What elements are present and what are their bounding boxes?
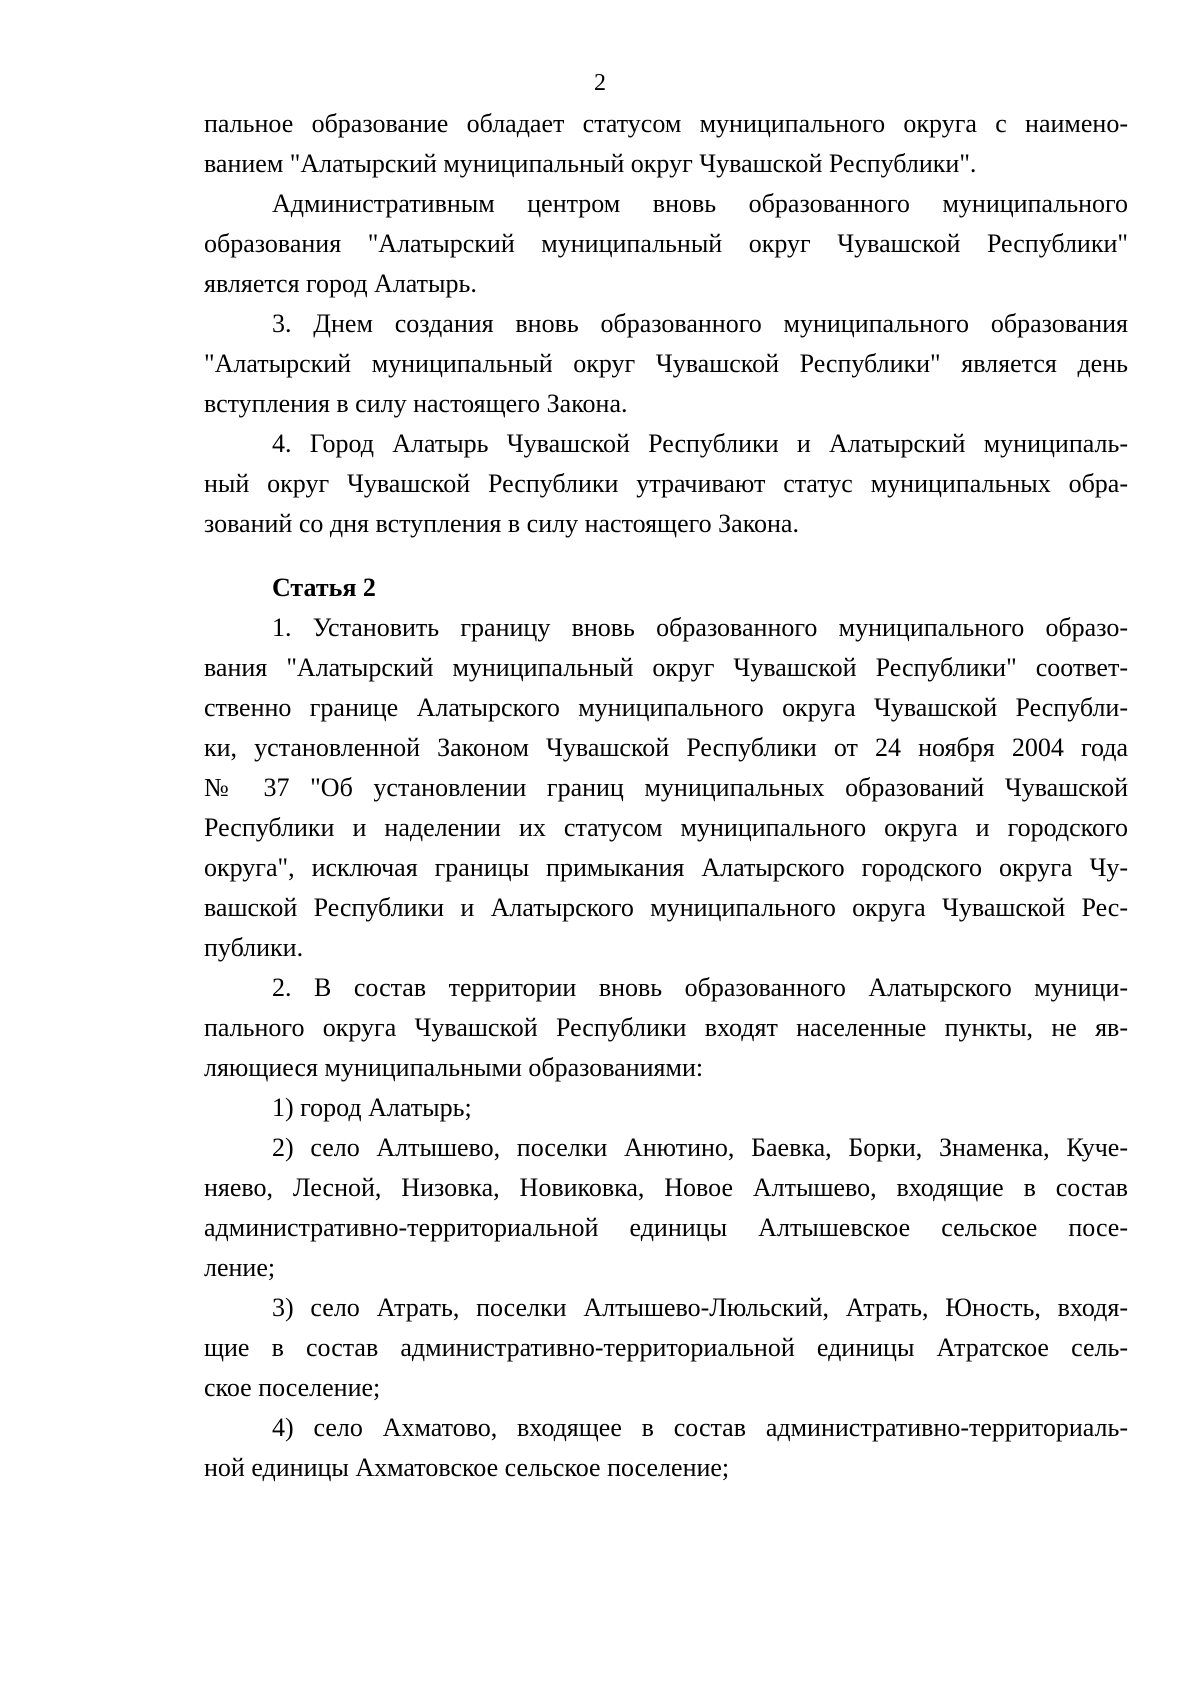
text-line: вступления в силу настоящего Закона. [204, 389, 628, 418]
text-line: вашской Республики и Алатырского муниципального округа Чувашской Рес- [204, 893, 1128, 922]
text-line: 2. В состав территории вновь образованного Алатырского муници- [272, 973, 1128, 1002]
text-line: ный округ Чувашской Республики утрачивают статус муниципальных обра- [204, 469, 1128, 498]
text-line: № 37 "Об установлении границ муниципальных образований Чувашской [204, 773, 1128, 802]
text-line: няево, Лесной, Низовка, Новиковка, Новое Алтышево, входящие в состав [204, 1173, 1128, 1202]
text-block-intro [204, 104, 1128, 544]
text-line: 1. Установить границу вновь образованного муниципального образо- [272, 613, 1128, 642]
text-line: ванием "Алатырский муниципальный округ Чувашской Республики". [204, 149, 977, 178]
text-line: округа", исключая границы примыкания Алатырского городского округа Чу- [204, 853, 1128, 882]
text-line: вания "Алатырский муниципальный округ Чувашской Республики" соответ- [204, 653, 1128, 682]
text-line: 3. Днем создания вновь образованного муниципального образования [272, 309, 1128, 338]
text-line: ки, установленной Законом Чувашской Республики от 24 ноября 2004 года [204, 733, 1128, 762]
page-number: 2 [594, 70, 606, 96]
text-line: 2) село Алтышево, поселки Анютино, Баевка, Борки, Знаменка, Куче- [272, 1133, 1128, 1162]
text-line: образования "Алатырский муниципальный округ Чувашской Республики" [204, 229, 1128, 258]
article-heading: Статья 2 [272, 573, 376, 602]
text-line: ляющиеся муниципальными образованиями: [204, 1053, 704, 1082]
text-line: является город Алатырь. [204, 269, 477, 298]
text-line: зований со дня вступления в силу настоящего Закона. [204, 509, 799, 538]
text-line: Административным центром вновь образованного муниципального [272, 189, 1128, 218]
text-line: 3) село Атрать, поселки Алтышево-Люльский, Атрать, Юность, входя- [272, 1293, 1128, 1322]
text-line: щие в состав административно-территориальной единицы Атратское сель- [204, 1333, 1128, 1362]
text-line: "Алатырский муниципальный округ Чувашской Республики" является день [204, 349, 1128, 378]
text-line: ление; [204, 1253, 276, 1282]
text-line: Республики и наделении их статусом муниципального округа и городского [204, 813, 1128, 842]
text-line: административно-территориальной единицы Алтышевское сельское посе- [204, 1213, 1128, 1242]
text-line: ной единицы Ахматовское сельское поселение; [204, 1453, 730, 1482]
text-line: ское поселение; [204, 1373, 381, 1402]
text-block-article-2 [204, 568, 1128, 1488]
text-line: публики. [204, 933, 304, 962]
text-line: пальное образование обладает статусом муниципального округа с наимено- [204, 109, 1128, 138]
text-line: ственно границе Алатырского муниципального округа Чувашской Республи- [204, 693, 1128, 722]
text-line: 4. Город Алатырь Чувашской Республики и Алатырский муниципаль- [272, 429, 1128, 458]
text-line: 1) город Алатырь; [272, 1093, 472, 1122]
text-line: 4) село Ахматово, входящее в состав административно-территориаль- [272, 1413, 1128, 1442]
text-line: пального округа Чувашской Республики входят населенные пункты, не яв- [204, 1013, 1128, 1042]
